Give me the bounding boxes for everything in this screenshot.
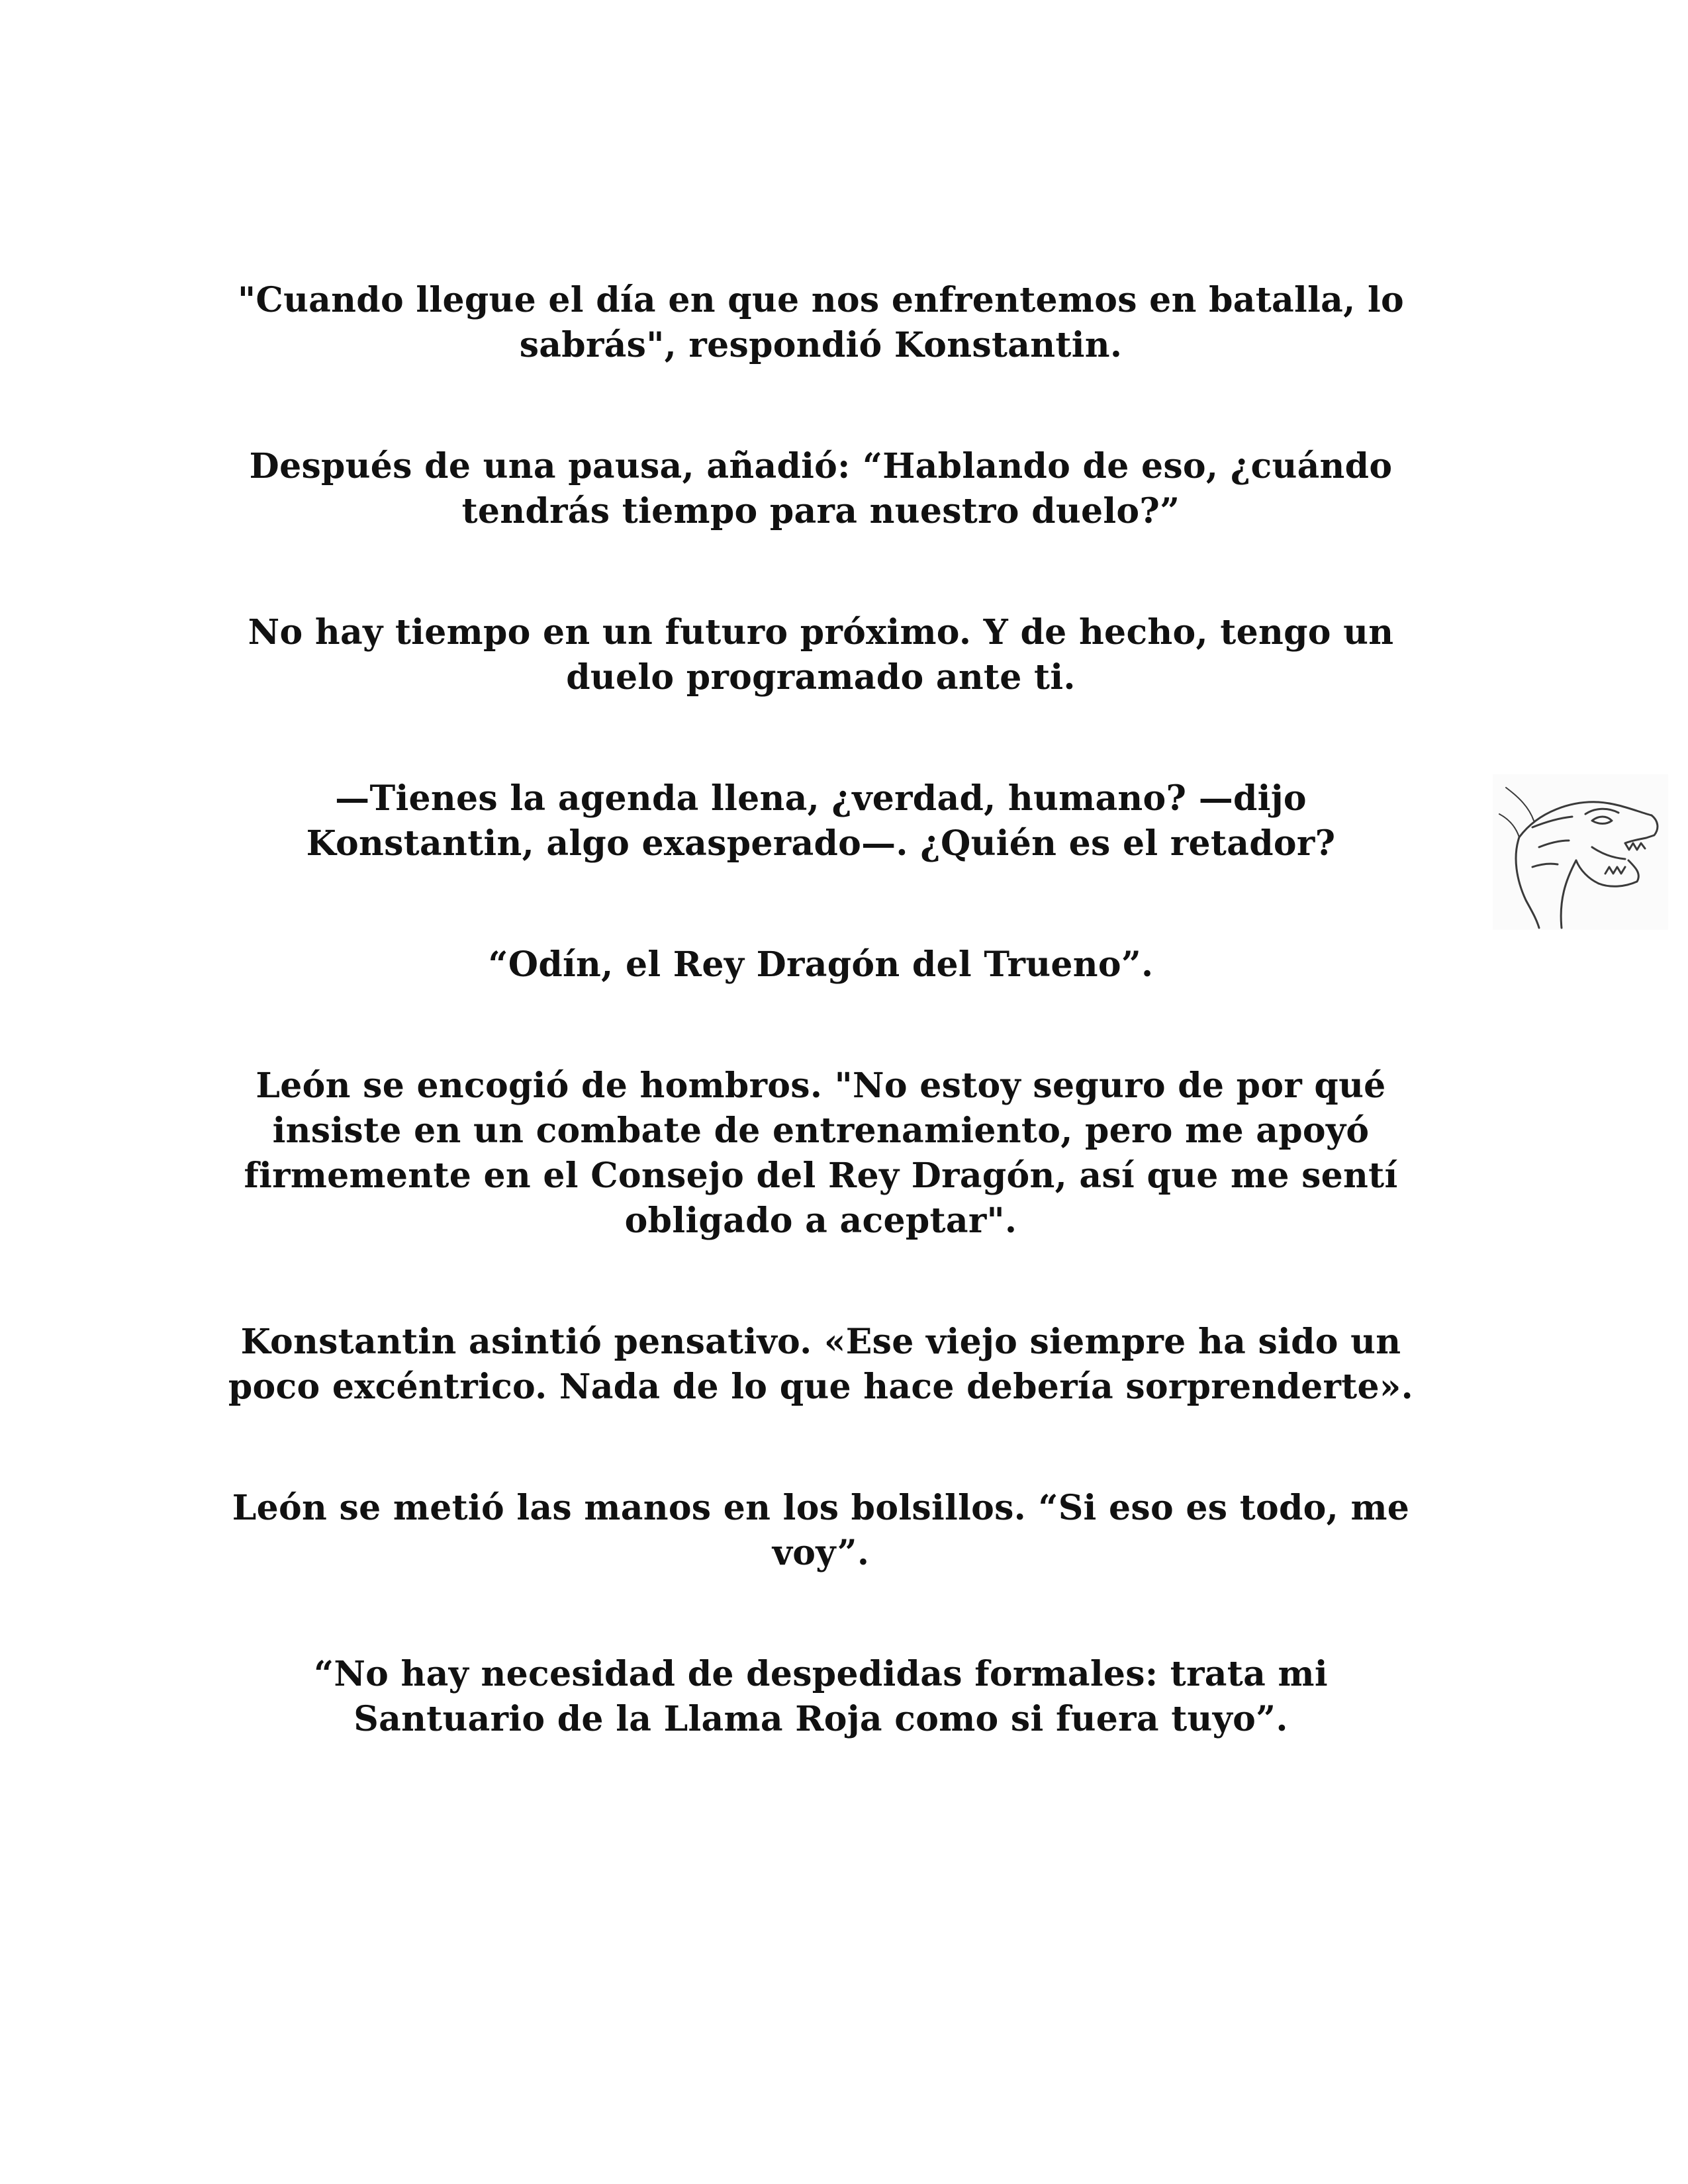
paragraph: No hay tiempo en un futuro próximo. Y de hecho, tengo un duelo programado ante ti. <box>248 612 1394 698</box>
paragraph: “Odín, el Rey Dragón del Trueno”. <box>488 944 1154 985</box>
paragraph: Después de una pausa, añadió: “Hablando de eso, ¿cuándo tendrás tiempo para nuestro duelo?” <box>249 446 1393 531</box>
paragraph: León se encogió de hombros. "No estoy seguro de por qué insiste en un combate de entrenamiento, pero me apoyó firmemente en el Consejo del Rey Dragón, así que me sentí obligado a aceptar". <box>244 1066 1398 1241</box>
story-text <box>218 278 1423 1818</box>
paragraph: León se metió las manos en los bolsillos. “Si eso es todo, me voy”. <box>232 1488 1410 1573</box>
paragraph: “No hay necesidad de despedidas formales: trata mi Santuario de la Llama Roja como si fuera tuyo”. <box>314 1654 1328 1739</box>
paragraph: —Tienes la agenda llena, ¿verdad, humano? —dijo Konstantin, algo exasperado—. ¿Quién es el retador? <box>306 778 1336 864</box>
paragraph: "Cuando llegue el día en que nos enfrentemos en batalla, lo sabrás", respondió Konstantin. <box>238 280 1404 365</box>
paragraph: Konstantin asintió pensativo. «Ese viejo siempre ha sido un poco excéntrico. Nada de lo que hace debería sorprenderte». <box>228 1322 1414 1407</box>
dinosaur-head-icon <box>1493 774 1668 930</box>
